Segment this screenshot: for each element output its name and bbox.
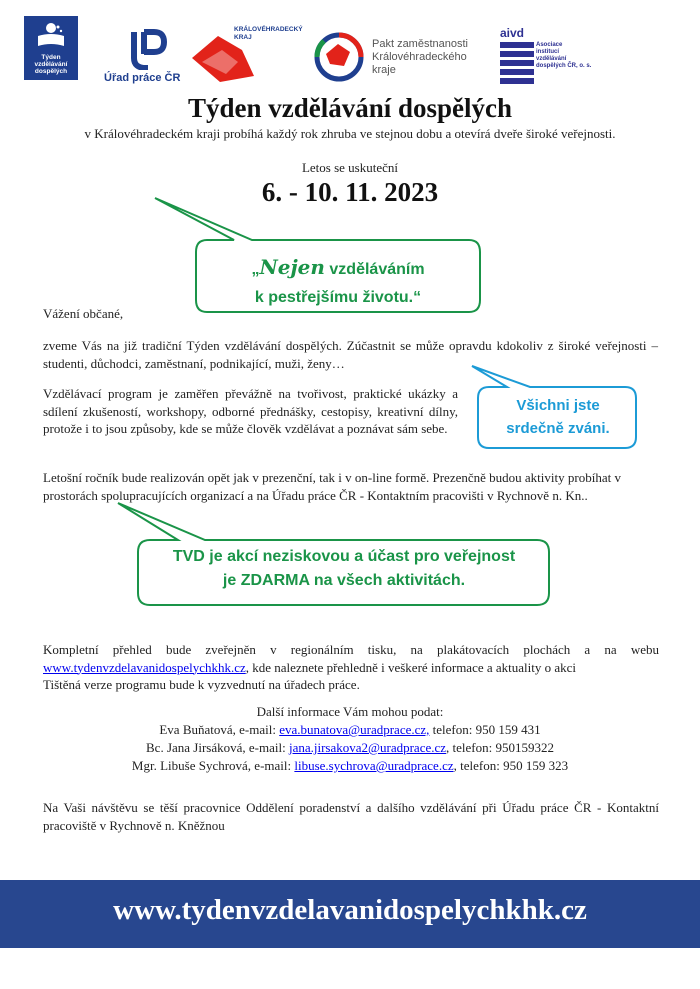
urad-prace-logo: Úřad práce ČR bbox=[110, 28, 192, 84]
kralovehradecky-kraj-logo: KRÁLOVÉHRADECKÝ KRAJ bbox=[192, 22, 310, 84]
email-link[interactable]: eva.bunatova@uradprace.cz, bbox=[279, 722, 430, 737]
page-title: Týden vzdělávání dospělých bbox=[187, 93, 513, 123]
contacts-heading: Další informace Vám mohou podat: bbox=[256, 704, 444, 719]
footer-url[interactable]: www.tydenvzdelavanidospelychkhk.cz bbox=[113, 894, 587, 926]
contact-row: Bc. Jana Jirsáková, e-mail: jana.jirsakova2@uradprace.cz, telefon: 950159322 bbox=[146, 740, 554, 755]
paragraph-overview: Kompletní přehled bude zveřejněn v regionálním tisku, na plakátovacích plochách a na webu www.tydenvzdelavanidospelychkhk.cz, kde naleznete přehledně i veškeré informace a aktuality o akci Tištěná verze programu bude k vyzvednutí na úřadech práce. bbox=[43, 642, 659, 692]
paragraph-invitation: zveme Vás na již tradiční Týden vzdělávání dospělých. Zúčastnit se může opravdu kdokoliv z široké veřejnosti – studenti, důchodci, zaměstnaní, podnikající, muži, ženy… bbox=[43, 338, 658, 371]
email-link[interactable]: jana.jirsakova2@uradprace.cz bbox=[288, 740, 447, 755]
event-intro: Letos se uskuteční bbox=[301, 160, 399, 175]
paragraph-format: Letošní ročník bude realizován opět jak v prezenční, tak i v on-line formě. Prezenčně budou aktivity probíhat v prostorách spolupracujících organizací a na Úřadu práce ČR - Kontaktním pracovišti v Rychnově n. Kn.. bbox=[43, 470, 621, 503]
closing-paragraph: Na Vaši návštěvu se těší pracovnice Oddělení poradenství a dalšího vzdělávání při Úřadu práce ČR - Kontaktní pracoviště v Rychnově n. Kněžnou bbox=[43, 800, 659, 833]
footer-banner bbox=[0, 880, 700, 948]
aivd-logo: aivd Asociace institucí vzdělávání dospělých ČR, o. s. bbox=[500, 28, 596, 84]
event-date: 6. - 10. 11. 2023 bbox=[261, 177, 439, 207]
subtitle: v Královéhradeckém kraji probíhá každý rok zhruba ve stejnou dobu a otevírá dveře široké veřejnosti. bbox=[84, 126, 616, 141]
bubble-zdarma-text: TVD je akcí neziskovou a účast pro veřejnost je ZDARMA na všech aktivitách. bbox=[172, 548, 516, 589]
bubble-nejen-text: „Nejen vzděláváním k pestřejšímu životu.“ bbox=[251, 255, 425, 306]
email-link[interactable]: libuse.sychrova@uradprace.cz bbox=[294, 758, 454, 773]
contact-row: Eva Buňatová, e-mail: eva.bunatova@uradprace.cz, telefon: 950 159 431 bbox=[159, 722, 541, 737]
paragraph-program: Vzdělávací program je zaměřen převážně na tvořivost, praktické ukázky a sdílení zkušeností, workshopy, odborné přednášky, cestopisy, kreativní dílny, protože i to jsou způsoby, kde se může člověk vzdělávat a poznávat sám sebe. bbox=[43, 386, 458, 436]
contacts-block bbox=[0, 703, 700, 775]
contact-row: Mgr. Libuše Sychrová, e-mail: libuse.sychrova@uradprace.cz, telefon: 950 159 323 bbox=[131, 758, 569, 773]
website-link[interactable]: www.tydenvzdelavanidospelychkhk.cz bbox=[43, 659, 246, 675]
greeting: Vážení občané, bbox=[43, 306, 124, 321]
tvd-logo: Týden vzdělávání dospělých bbox=[24, 16, 78, 80]
bubble-vsichni-text: Všichni jste srdečně zváni. bbox=[506, 397, 610, 437]
pakt-zamestnanosti-logo: Pakt zaměstnanosti Královéhradeckého kraje bbox=[312, 30, 496, 86]
nejen-word: Nejen bbox=[259, 255, 325, 279]
